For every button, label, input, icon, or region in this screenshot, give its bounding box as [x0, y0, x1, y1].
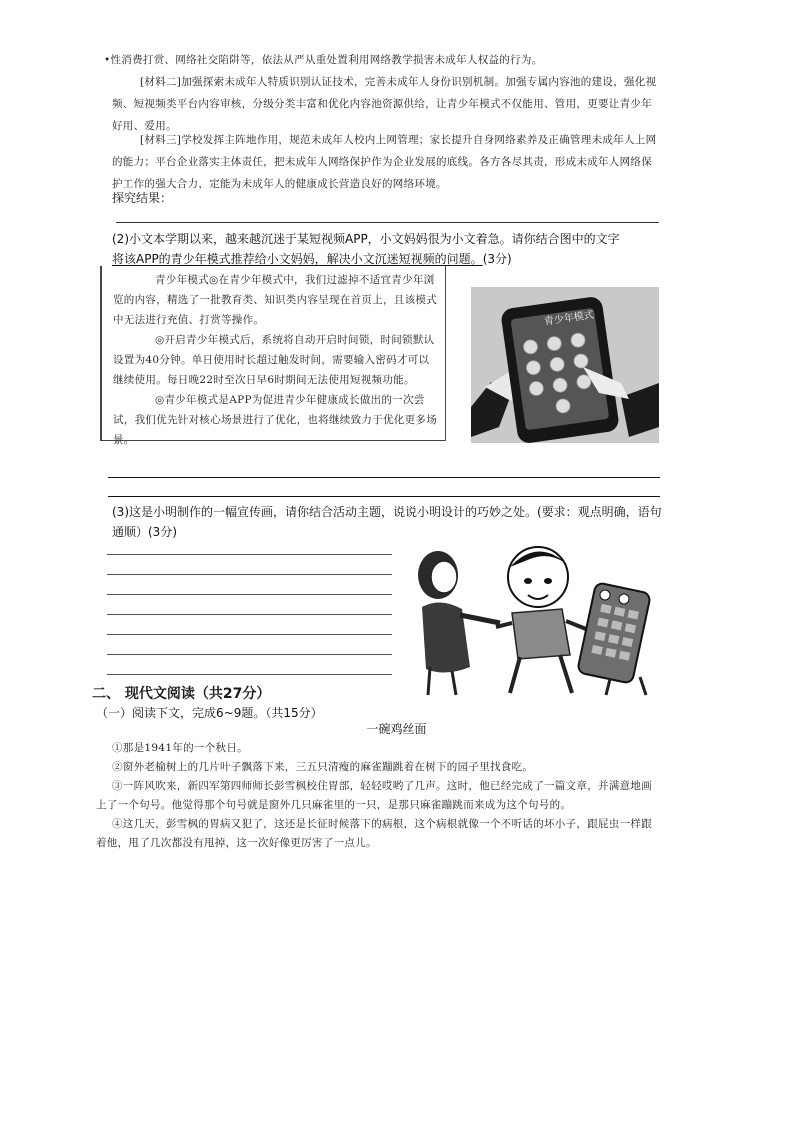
q2-answer-line-1[interactable]	[108, 477, 660, 478]
story-paragraph-3: ③一阵风吹来，新四军第四师师长彭雪枫校住胃部，轻轻哎哟了几声。这时，他已经完成了一篇文章，并满意地画上了一个句号。他觉得那个句号就是窗外几只麻雀里的一只，是那只麻雀蹦跳而来成为这个句号的。	[96, 780, 652, 811]
phone-image	[471, 287, 659, 443]
story-title: 一碗鸡丝面	[366, 722, 427, 736]
q3-answer-line-6[interactable]	[107, 654, 392, 655]
explore-label: 探究结果：	[112, 191, 173, 205]
poster-cartoon	[400, 537, 668, 699]
question-2-score: (3分)	[482, 252, 512, 266]
material2	[112, 71, 662, 137]
question-3-text: (3)这是小明制作的一幅宣传画，请你结合活动主题，说说小明设计的巧妙之处。(要求：观点明确，语句通顺）(3分)	[112, 505, 662, 539]
material3-text: [材料三]学校发挥主阵地作用，规范未成年人校内上网管理；家长提升自身网络素养及正确管理未成年人上网的能力；平台企业落实主体责任，把未成年人网络保护作为企业发展的底线。各方各尽其责，形成未成年人网络保护工作的强大合力，定能为未成年人的健康成长营造良好的网络环境。	[112, 134, 657, 190]
q3-answer-line-4[interactable]	[107, 614, 392, 615]
question-3	[112, 502, 662, 542]
story-paragraph-1: ①那是1941年的一个秋日。	[112, 742, 248, 754]
question-2-underlined: 将该APP的青少年模式推荐给小文妈妈，解决小文沉迷短视频的问题。	[112, 252, 483, 266]
phone-illustration	[471, 287, 659, 443]
teen-mode-box	[100, 266, 446, 446]
q3-answer-line-1[interactable]	[107, 554, 392, 555]
section-2-title: 二、 现代文阅读（共27分）	[92, 686, 271, 702]
material1-tail-text: •性消费打赏、网络社交陷阱等，依法从严从重处置利用网络教学损害未成年人权益的行为。	[104, 54, 543, 66]
material1-tail	[104, 49, 684, 71]
phone-title: 青少年模式	[543, 309, 595, 328]
story-paragraph-4: ④这几天，彭雪枫的胃病又犯了，这还是长征时候落下的病根，这个病根就像一个不听话的坏小子，跟屁虫一样跟着他，甩了几次都没有甩掉，这一次好像更厉害了一点儿。	[96, 818, 652, 849]
q3-answer-line-3[interactable]	[107, 594, 392, 595]
explore-answer-line[interactable]	[116, 222, 659, 223]
material3	[112, 129, 662, 195]
q3-answer-line-7[interactable]	[107, 674, 392, 675]
q2-answer-line-2[interactable]	[108, 496, 660, 497]
tug-of-war-cartoon-icon	[400, 537, 668, 699]
subsection-1: （一）阅读下文，完成6~9题。（共15分）	[96, 706, 323, 720]
question-2-text: (2)小文本学期以来，越来越沉迷于某短视频APP，小文妈妈很为小文着急。请你结合图中的文字	[112, 232, 620, 246]
story-body	[96, 739, 662, 853]
story-paragraph-2: ②窗外老榆树上的几片叶子飘落下来，三五只清瘦的麻雀蹦跳着在树下的园子里找食吃。	[112, 761, 534, 773]
box-paragraph-1: 青少年模式◎在青少年模式中，我们过滤掉不适宜青少年浏览的内容，精选了一批教育类、知识类内容呈现在首页上，且该模式中无法进行充值、打赏等操作。	[113, 274, 437, 326]
question-2	[112, 229, 662, 269]
box-paragraph-3: ◎青少年模式是APP为促进青少年健康成长做出的一次尝试，我们优先针对核心场景进行了优化，也将继续致力于优化更多场景。	[113, 394, 437, 446]
material2-text: [材料二]加强探索未成年人特质识别认证技术，完善未成年人身份识别机制。加强专属内容池的建设，强化视频、短视频类平台内容审核，分级分类丰富和优化内容池资源供给，让青少年模式不仅能用、管用，更要让青少年好用、爱用。	[112, 76, 657, 132]
q3-answer-line-5[interactable]	[107, 634, 392, 635]
box-paragraph-2: ◎开启青少年模式后，系统将自动开启时间锁，时间锁默认设置为40分钟。单日使用时长超过触发时间，需要输入密码才可以继续使用。每日晚22时至次日早6时期间无法使用短视频功能。	[113, 334, 435, 386]
q3-answer-line-2[interactable]	[107, 574, 392, 575]
